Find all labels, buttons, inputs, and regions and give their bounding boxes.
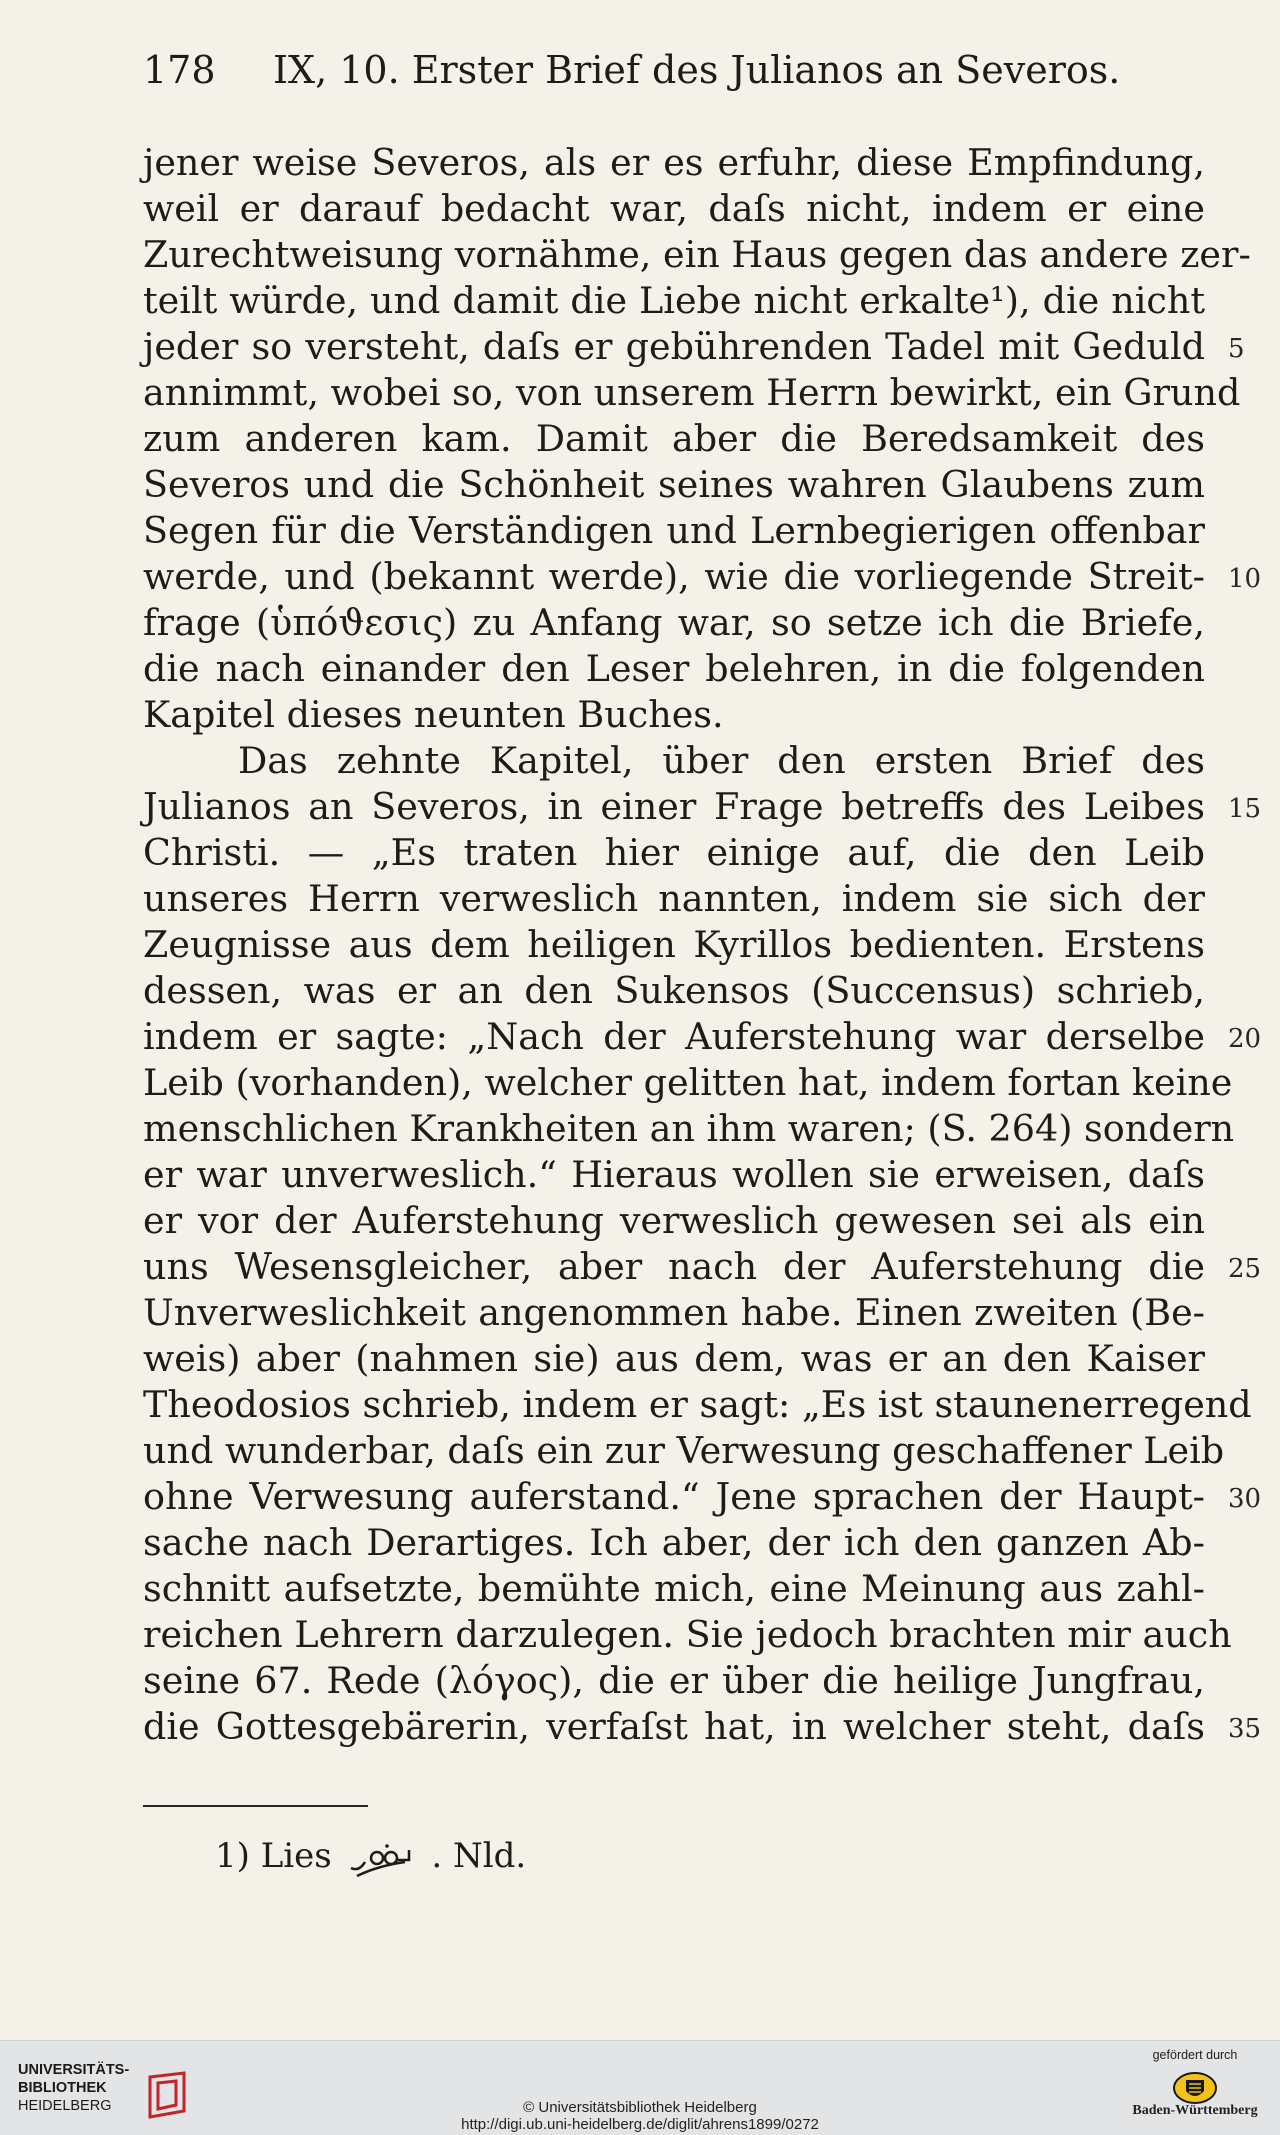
line-number: 10	[1228, 564, 1262, 594]
sponsor-label: gefördert durch	[1152, 2048, 1238, 2062]
page-header	[143, 40, 1143, 100]
sponsor-block[interactable]	[1120, 2047, 1270, 2119]
text-line: er war unverweslich.“ Hieraus wollen sie erweisen, daſs	[143, 1153, 1205, 1196]
body-text	[143, 140, 1262, 1750]
text-line: indem er sagte: „Nach der Auferstehung war derselbe 20	[143, 1014, 1205, 1060]
line-number: 20	[1228, 1024, 1262, 1054]
text-line: er vor der Auferstehung verweslich gewesen sei als ein	[143, 1199, 1205, 1242]
text-line: teilt würde, und damit die Liebe nicht erkalte¹), die nicht	[143, 279, 1205, 322]
text-line: unseres Herrn verweslich nannten, indem sie sich der	[143, 877, 1205, 920]
library-name-1: UNIVERSITÄTS-	[18, 2062, 130, 2078]
text-line: Unverweslichkeit angenommen habe. Einen zweiten (Be-	[143, 1291, 1205, 1334]
line-number: 15	[1228, 794, 1262, 824]
text-line: dessen, was er an den Sukensos (Succensus) schrieb,	[143, 969, 1205, 1012]
text-line: Zeugnisse aus dem heiligen Kyrillos bedienten. Erstens	[143, 923, 1205, 966]
permalink[interactable]: http://digi.ub.uni-heidelberg.de/diglit/ahrens1899/0272	[461, 2116, 819, 2133]
viewer-footer	[0, 2040, 1280, 2135]
library-logo[interactable]	[18, 2061, 193, 2121]
sponsor-name: Baden-Württemberg	[1132, 2103, 1258, 2118]
text-line: frage (ὑπόϑεσις) zu Anfang war, so setze ich die Briefe,	[143, 601, 1205, 644]
text-line: reichen Lehrern darzulegen. Sie jedoch brachten mir auch	[143, 1613, 1232, 1656]
text-line: Zurechtweisung vornähme, ein Haus gegen das andere zer-	[143, 233, 1251, 276]
text-line: werde, und (bekannt werde), wie die vorliegende Streit- 10	[143, 554, 1205, 600]
footnote-marker: 1) Lies	[215, 1836, 332, 1876]
text-line: Segen für die Verständigen und Lernbegierigen offenbar	[143, 509, 1205, 552]
text-line: Leib (vorhanden), welcher gelitten hat, indem fortan keine	[143, 1061, 1233, 1104]
text-line: sache nach Derartiges. Ich aber, der ich den ganzen Ab-	[143, 1521, 1205, 1564]
text-line: jeder so versteht, daſs er gebührenden Tadel mit Geduld 5	[143, 324, 1205, 370]
text-line: Severos und die Schönheit seines wahren Glaubens zum	[143, 463, 1205, 506]
running-title: IX, 10. Erster Brief des Julianos an Severos.	[273, 48, 1121, 92]
text-line: jener weise Severos, als er es erfuhr, diese Empfindung,	[143, 141, 1205, 184]
text-line: die nach einander den Leser belehren, in die folgenden	[143, 647, 1205, 690]
syriac-word-icon	[347, 1838, 417, 1878]
text-line: Theodosios schrieb, indem er sagt: „Es ist staunenerregend	[143, 1383, 1252, 1426]
text-line: menschlichen Krankheiten an ihm waren; (S. 264) sondern	[143, 1107, 1235, 1150]
copyright-block	[360, 2099, 920, 2133]
text-line: ohne Verwesung auferstand.“ Jene sprachen der Haupt- 30	[143, 1474, 1205, 1520]
text-line: annimmt, wobei so, von unserem Herrn bewirkt, ein Grund	[143, 371, 1241, 414]
text-line: und wunderbar, daſs ein zur Verwesung geschaffener Leib	[143, 1429, 1225, 1472]
text-line: Julianos an Severos, in einer Frage betreffs des Leibes 15	[143, 784, 1205, 830]
text-line: weis) aber (nahmen sie) aus dem, was er an den Kaiser	[143, 1337, 1205, 1380]
line-number: 5	[1228, 334, 1245, 364]
line-number: 30	[1228, 1484, 1262, 1514]
text-line: die Gottesgebärerin, verfaſst hat, in welcher steht, daſs 35	[143, 1704, 1205, 1750]
text-line: seine 67. Rede (λόγος), die er über die heilige Jungfrau,	[143, 1659, 1205, 1702]
text-line: uns Wesensgleicher, aber nach der Auferstehung die 25	[143, 1244, 1205, 1290]
text-line: Christi. — „Es traten hier einige auf, die den Leib	[143, 831, 1205, 874]
text-line: zum anderen kam. Damit aber die Beredsamkeit des	[143, 417, 1205, 460]
library-book-icon	[144, 2071, 192, 2119]
line-number: 25	[1228, 1254, 1262, 1284]
copyright-text: © Universitätsbibliothek Heidelberg	[523, 2099, 757, 2116]
text-line: weil er darauf bedacht war, daſs nicht, indem er eine	[143, 187, 1205, 230]
text-line: Kapitel dieses neunten Buches.	[143, 693, 724, 736]
page-number: 178	[143, 48, 216, 92]
text-line: Das zehnte Kapitel, über den ersten Brief des	[238, 739, 1205, 782]
library-name-2: BIBLIOTHEK	[18, 2080, 107, 2096]
text-line: schnitt aufsetzte, bemühte mich, eine Meinung aus zahl-	[143, 1567, 1205, 1610]
footnote-note: . Nld.	[431, 1836, 527, 1876]
coat-of-arms-icon	[1172, 2071, 1218, 2105]
line-number: 35	[1228, 1714, 1262, 1744]
footnote-rule	[143, 1805, 368, 1807]
library-name-3: HEIDELBERG	[18, 2098, 112, 2114]
footnote	[215, 1833, 526, 1879]
